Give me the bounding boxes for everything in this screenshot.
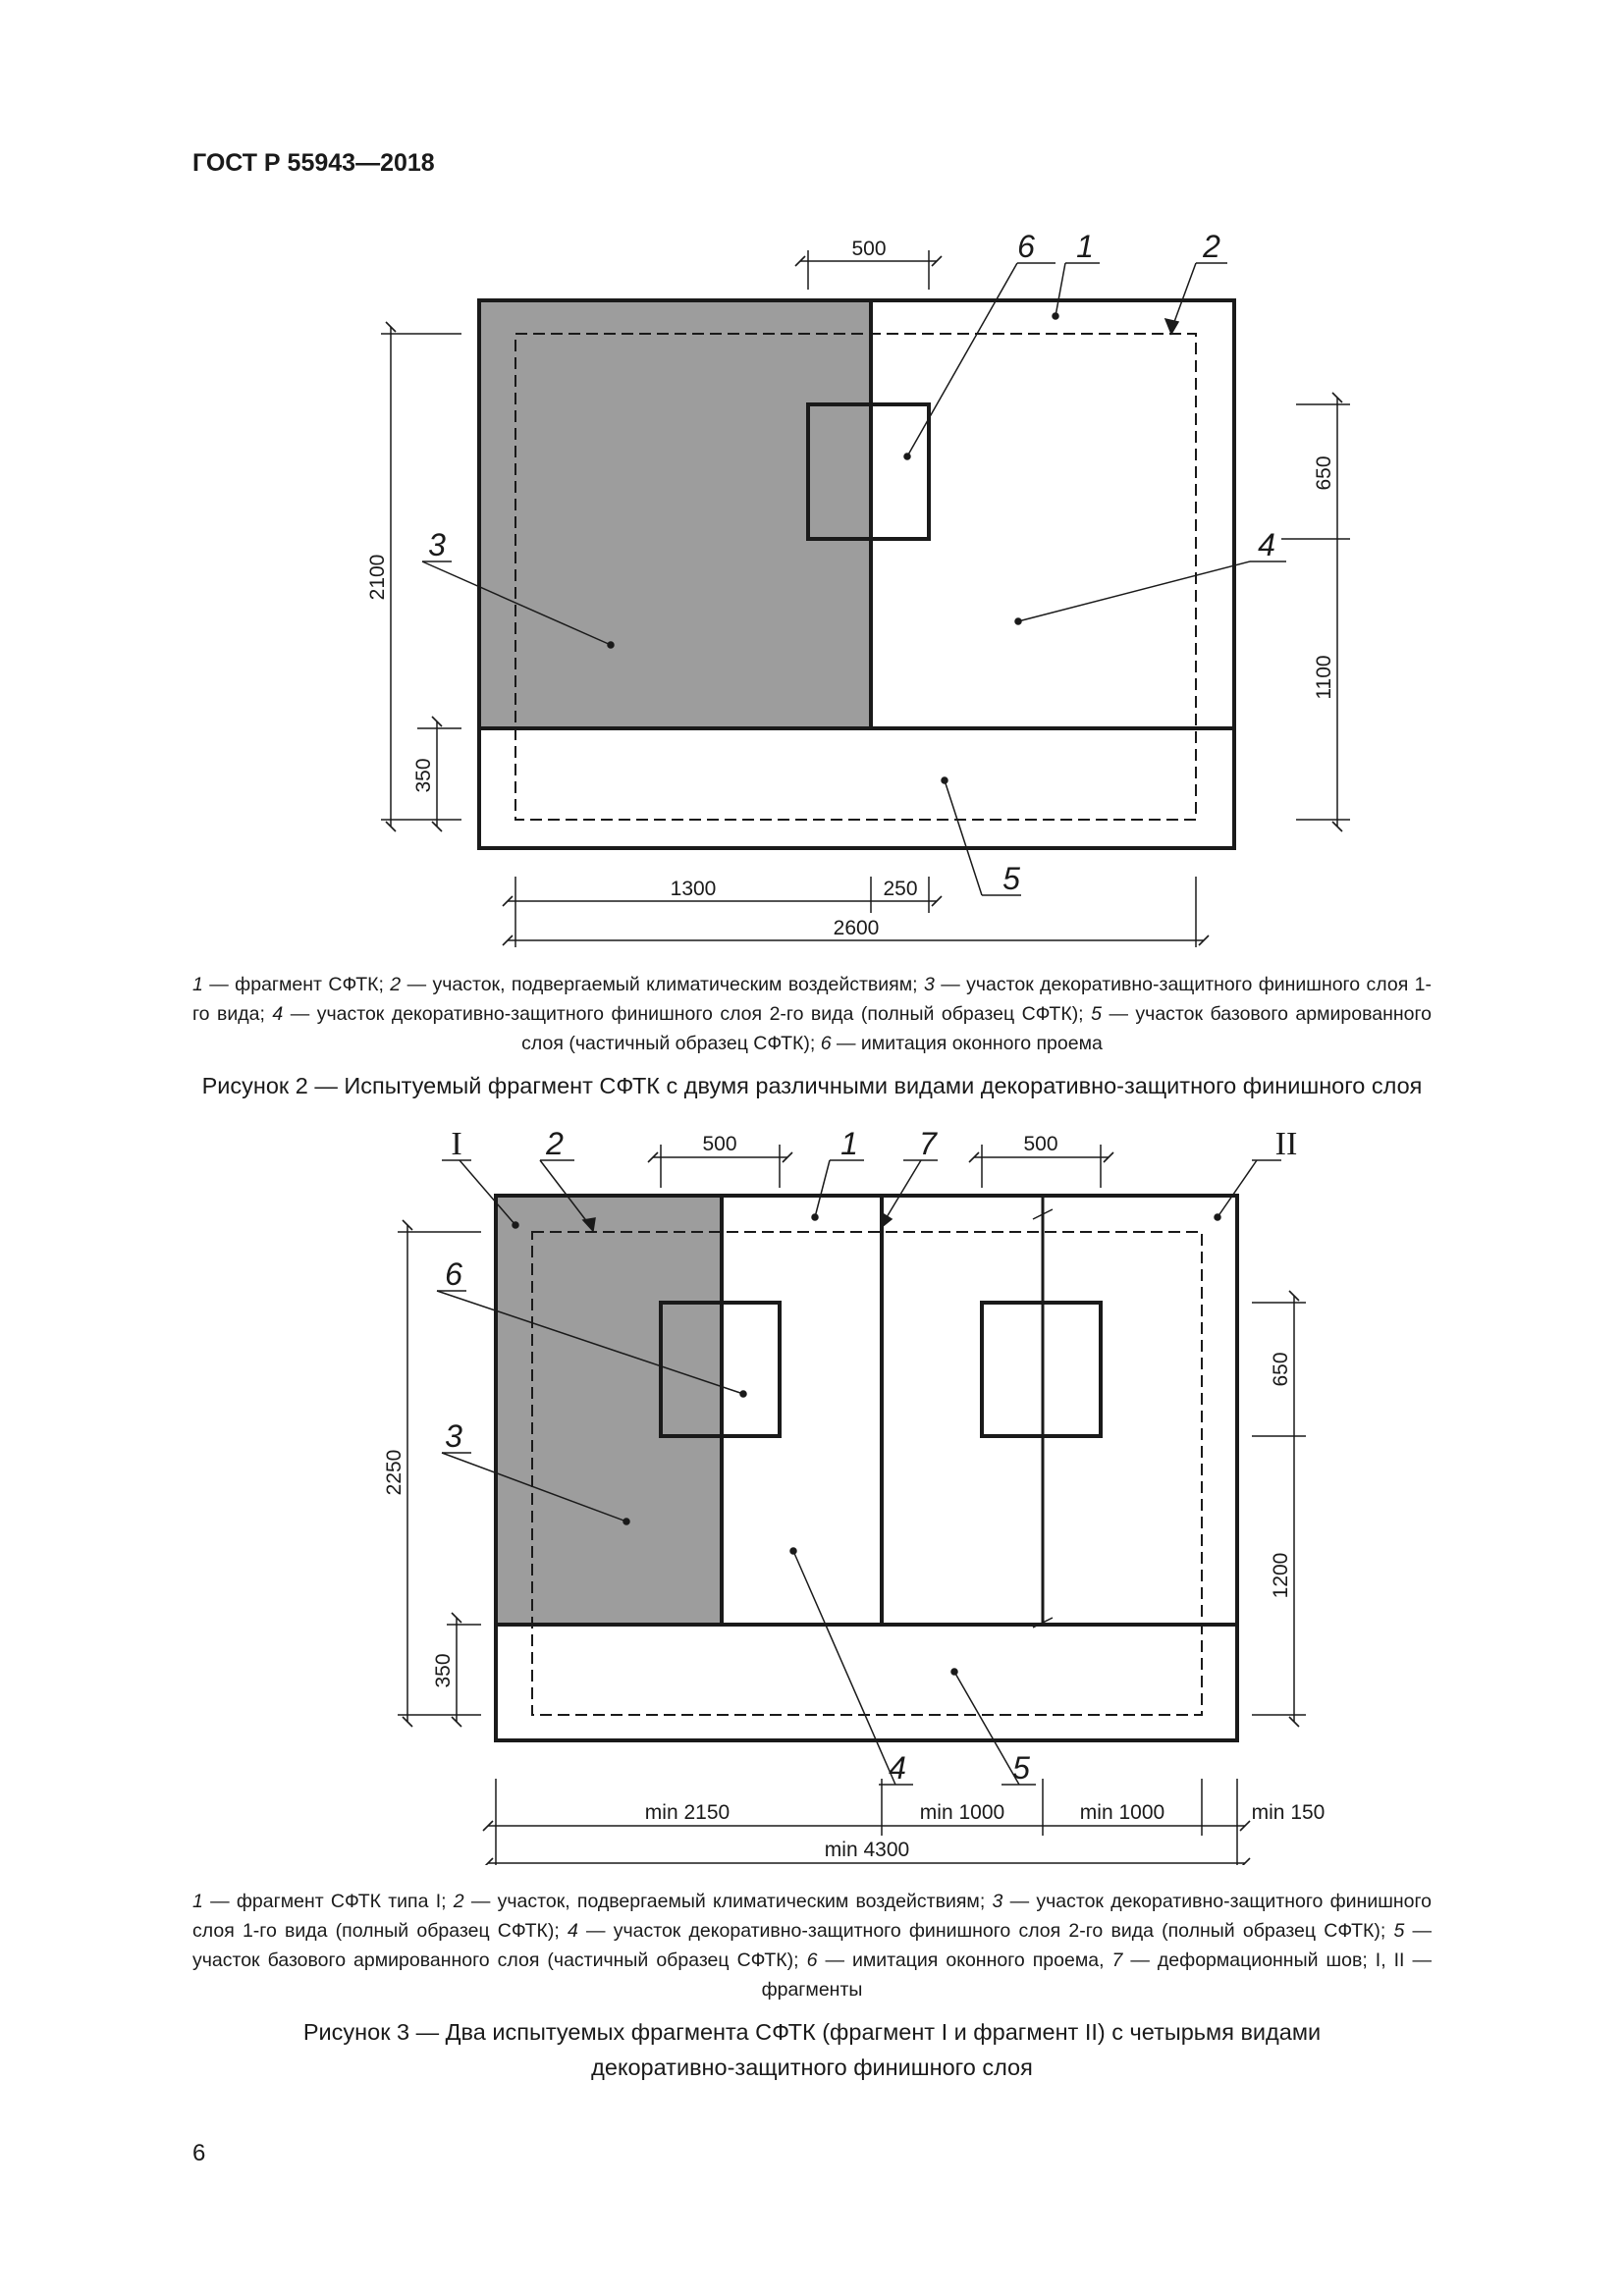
figure-3-caption [192, 2014, 1432, 2085]
dim-label-min-2150: min 2150 [644, 1801, 731, 1824]
dim-label-min-150: min 150 [1251, 1801, 1326, 1824]
dim-label-2250: 2250 [383, 1449, 406, 1496]
dimension-left [398, 1225, 481, 1722]
dim-label-350: 350 [432, 1653, 455, 1688]
dim-label-1300: 1300 [670, 878, 717, 900]
callout-3: 3 [428, 527, 446, 562]
callout-II: II [1274, 1126, 1298, 1162]
figure-3-caption-line-2: декоративно-защитного финишного слоя [591, 2055, 1033, 2080]
callout-2: 2 [1203, 229, 1220, 264]
dim-label-min-1000-a: min 1000 [919, 1801, 1005, 1824]
dim-label-2600: 2600 [833, 917, 880, 939]
callout-7: 7 [919, 1126, 937, 1161]
callout-1: 1 [1076, 229, 1094, 264]
figure-3-legend: 1 — фрагмент СФТК типа I; 2 — участок, подвергаемый климатическим воздействиям; 3 — участок декоративно-защитного финишного слоя 1-го вида (полный образец СФТК); 4 — участок декоративно-защитного финишного слоя 2-го вида (полный образец СФТК); 5 — участок базового армированного слоя (частичный образец СФТК); 6 — имитация оконного проема, 7 — деформационный шов; I, II — фрагменты [192, 1891, 1433, 2001]
callout-6: 6 [445, 1256, 462, 1292]
figure-2-legend: 1 — фрагмент СФТК; 2 — участок, подвергаемый климатическим воздействиям; 3 — участок декоративно-защитного финишного слоя 1-го вида; 4 — участок декоративно-защитного финишного слоя 2-го вида (полный образец СФТК); 5 — участок базового армированного слоя (частичный образец СФТК); 6 — имитация оконного проема [192, 974, 1432, 1054]
page-number: 6 [192, 2140, 206, 2166]
callout-4: 4 [889, 1750, 906, 1786]
dim-label-min-1000-b: min 1000 [1079, 1801, 1165, 1824]
document-header: ГОСТ Р 55943—2018 [192, 149, 435, 177]
callout-2: 2 [546, 1126, 564, 1161]
dim-label-250: 250 [883, 878, 918, 900]
dim-label-1200: 1200 [1270, 1552, 1292, 1599]
figure-2-caption: Рисунок 2 — Испытуемый фрагмент СФТК с двумя различными видами декоративно-защитного финишного слоя [201, 1073, 1423, 1098]
dim-label-500-b: 500 [1023, 1133, 1058, 1155]
dim-label-1100: 1100 [1313, 655, 1335, 700]
callout-I: I [451, 1126, 462, 1162]
callout-5: 5 [1012, 1750, 1030, 1786]
finish-layer-type1-area [496, 1196, 722, 1625]
dim-label-500: 500 [851, 238, 887, 260]
callout-1: 1 [840, 1126, 858, 1161]
callout-6: 6 [1017, 229, 1035, 264]
callout-3: 3 [445, 1418, 462, 1454]
callout-5: 5 [1002, 861, 1020, 896]
callout-4: 4 [1258, 527, 1275, 562]
dim-label-650: 650 [1313, 455, 1335, 491]
dim-label-500-a: 500 [702, 1133, 737, 1155]
dim-label-350: 350 [412, 758, 435, 793]
dim-label-2100: 2100 [366, 554, 389, 601]
figure-3-caption-line-1: Рисунок 3 — Два испытуемых фрагмента СФТК (фрагмент I и фрагмент II) с четырьмя видами [302, 2019, 1322, 2045]
dim-label-min-4300: min 4300 [824, 1839, 910, 1861]
dim-label-650: 650 [1270, 1352, 1292, 1387]
